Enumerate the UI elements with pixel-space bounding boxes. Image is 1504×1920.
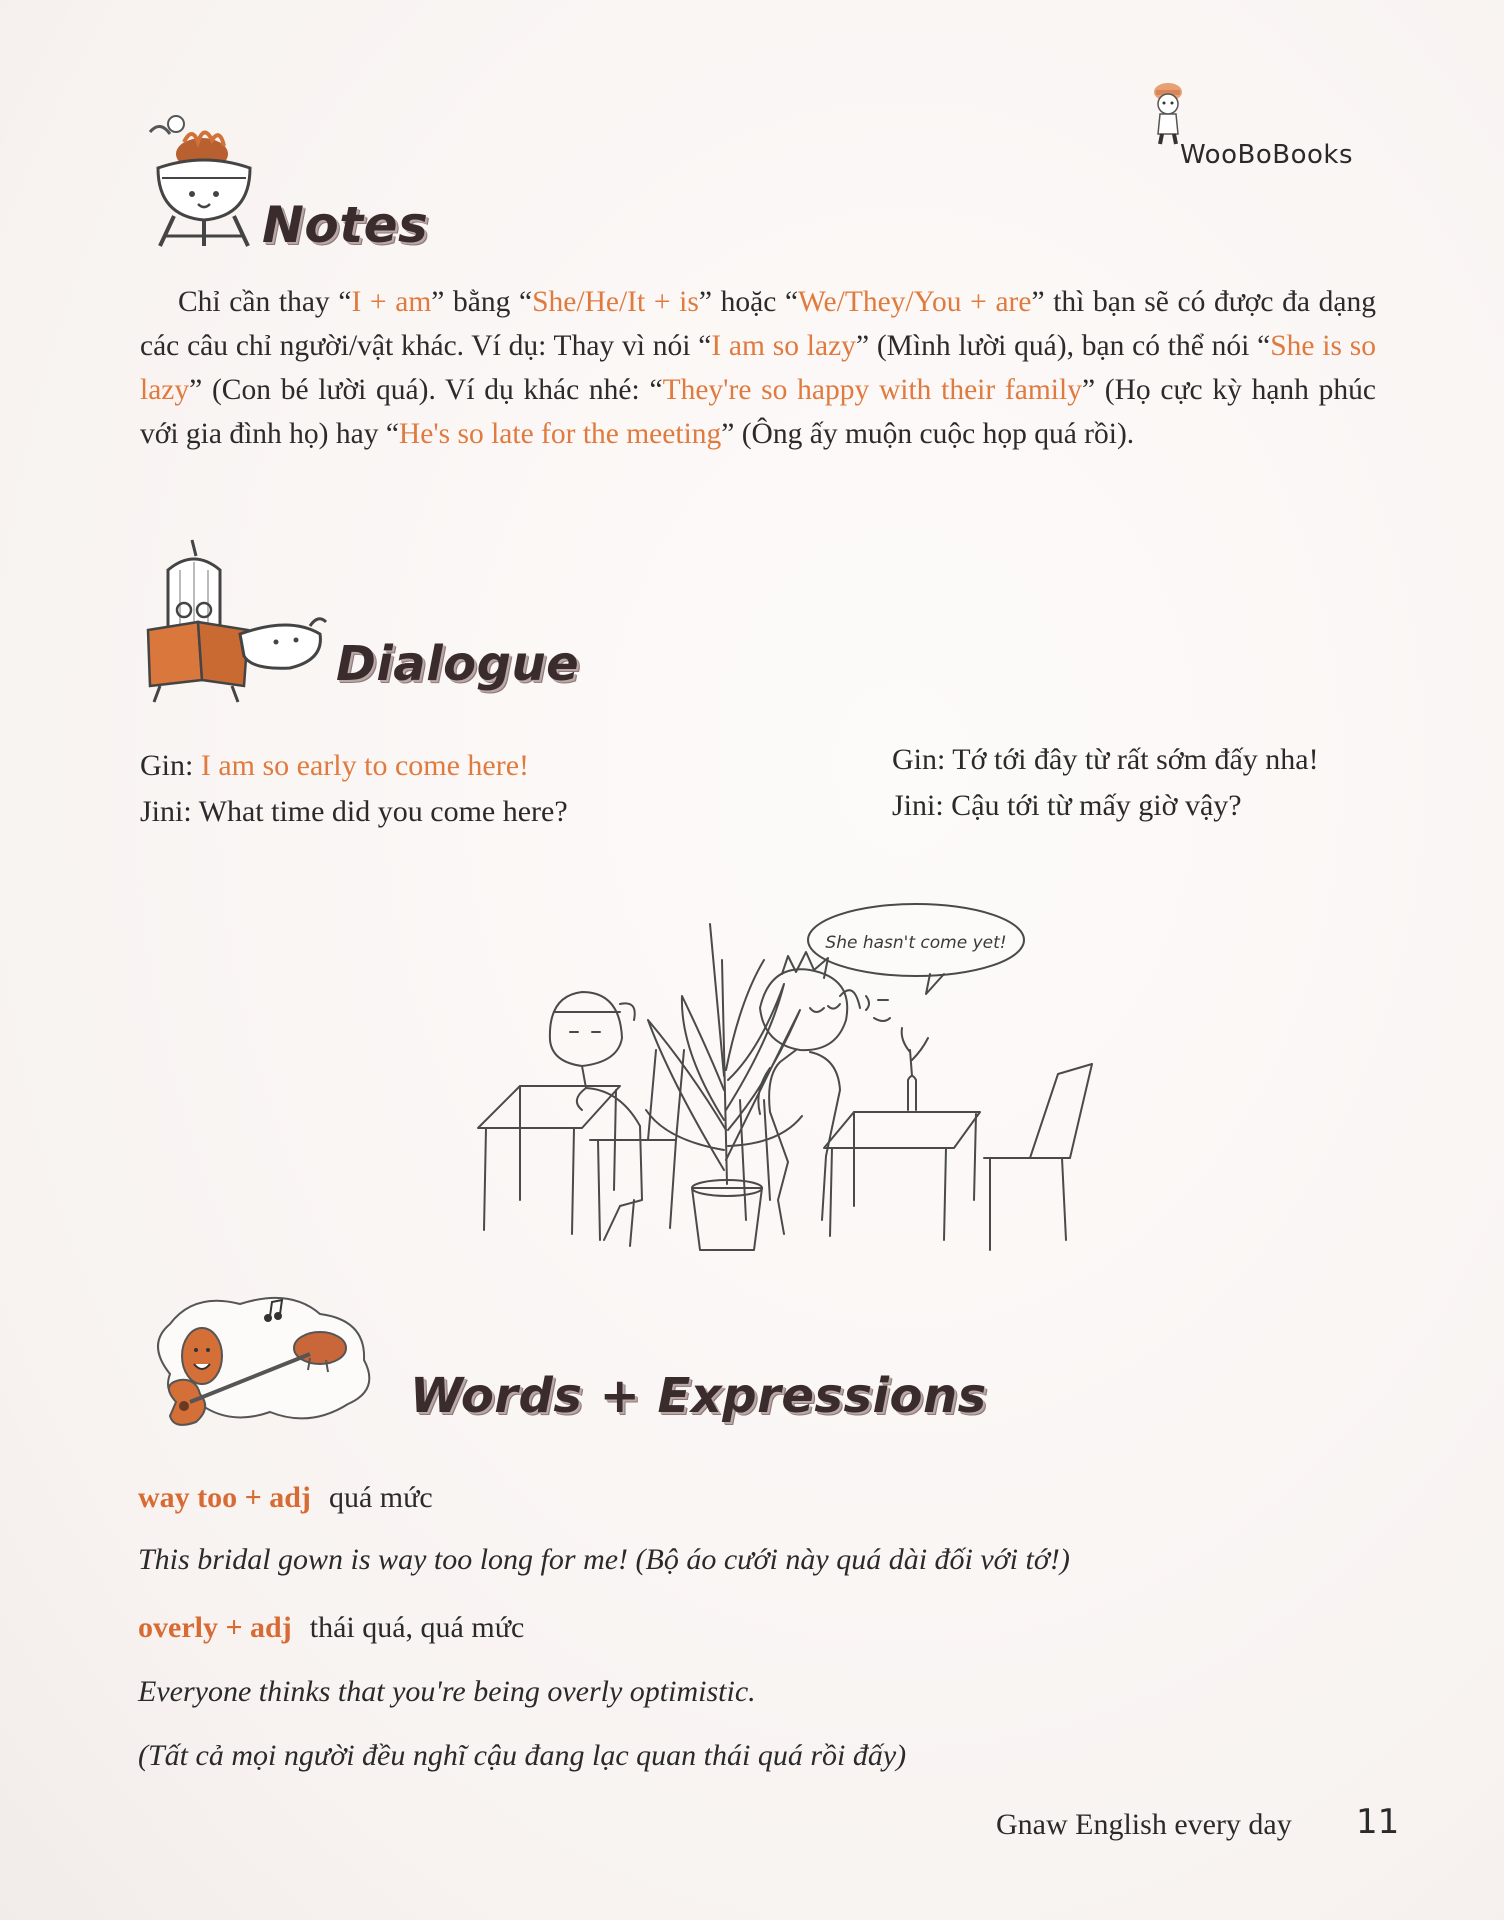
notes-text-part: ” hoặc “ [698,286,799,318]
notes-highlight: She is so lazy [140,330,1376,406]
dialogue-highlight: I am so early to come here! [200,749,530,782]
footer-text: Gnaw English every day [996,1808,1292,1841]
expression-term: overly + adj [138,1611,292,1644]
expression-example: Everyone thinks that you're being overly optimistic. [138,1675,756,1708]
notes-text-part: ” (Con bé lười quá). Ví dụ khác nhé: “ [189,374,663,406]
notes-highlight: He's so late for the meeting [398,418,722,450]
notes-highlight: I + am [351,286,432,318]
notes-highlight: I am so lazy [711,330,856,362]
expression-meaning: quá mức [328,1481,433,1514]
expression-entry-2 [138,1608,524,1648]
expression-example-translation: (Tất cả mọi người đều nghĩ cậu đang lạc quan thái quá rồi đấy) [138,1739,907,1772]
page-number: 11 [1356,1802,1400,1842]
notes-heading: Notes [262,196,429,254]
notes-highlight: They're so happy with their family [662,374,1082,406]
notes-text-part: ” (Ông ấy muộn cuộc họp quá rồi). [721,418,1135,450]
brand-name: WooBoBooks [1180,140,1353,170]
expression-meaning: thái quá, quá mức [309,1611,525,1644]
reading-book-icon [140,530,340,710]
expression-example: This bridal gown is way too long for me! (Bộ áo cưới này quá dài đối với tớ!) [138,1543,1070,1576]
notes-highlight: She/He/It + is [532,286,699,318]
notes-text-part: ” bằng “ [431,286,533,318]
dialogue-speaker: Gin: [140,749,201,782]
grill-icon [140,112,270,248]
notes-paragraph [140,280,1376,456]
notes-text-part: ” thì bạn sẽ có được đa dạng các câu chỉ người/vật khác. Ví dụ: Thay vì nói “ [140,286,1376,362]
dialogue-english-line-2: Jini: What time did you come here? [140,795,568,828]
notes-text-part: ” (Họ cực kỳ hạnh phúc với gia đình họ) hay “ [140,374,1376,450]
expression-entry-1 [138,1478,433,1518]
dialogue-english-line-1 [140,746,529,786]
words-expressions-heading: Words + Expressions [410,1368,987,1424]
guitar-singer-icon [140,1284,410,1444]
cafe-illustration [470,900,1110,1290]
notes-text-part: ” (Mình lười quá), bạn có thể nói “ [855,330,1271,362]
expression-term: way too + adj [138,1481,311,1514]
dialogue-vietnamese-line-2: Jini: Cậu tới từ mấy giờ vậy? [892,789,1242,822]
notes-highlight: We/They/You + are [798,286,1032,318]
dialogue-heading: Dialogue [336,636,580,692]
dialogue-vietnamese-line-1: Gin: Tớ tới đây từ rất sớm đấy nha! [892,743,1319,776]
speech-bubble-text: She hasn't come yet! [825,933,1007,953]
notes-text-part: Chỉ cần thay “ [178,286,352,318]
